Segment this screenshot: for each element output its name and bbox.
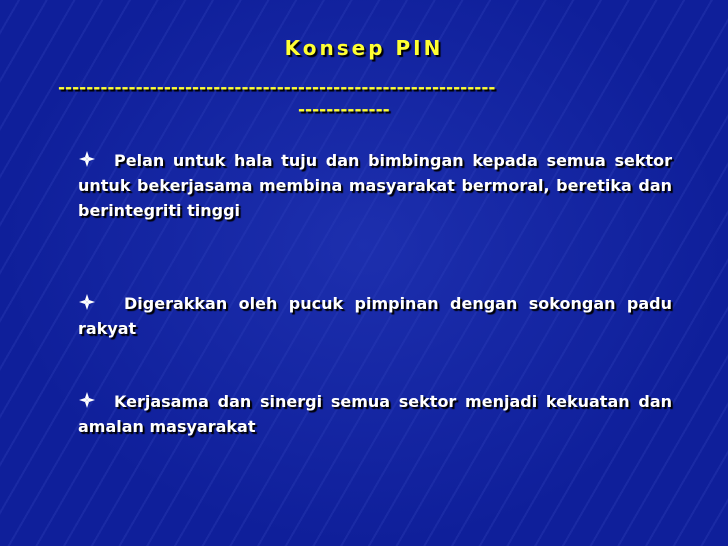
title-divider-line-continued: ------------- <box>298 100 390 120</box>
diamond-bullet-icon <box>78 293 96 311</box>
title-divider-line: -------------------------------------------------------------- <box>58 78 496 98</box>
bullet-item-text: Pelan untuk hala tuju dan bimbingan kepada semua sektor untuk bekerjasama membina masyarakat bermoral, beretika dan berintegriti tinggi <box>78 151 672 220</box>
bullet-item <box>78 291 672 341</box>
bullet-item-text: Kerjasama dan sinergi semua sektor menjadi kekuatan dan amalan masyarakat <box>78 392 672 436</box>
bullet-item <box>78 148 672 223</box>
diamond-bullet-icon <box>78 391 96 409</box>
bullet-item-text: Digerakkan oleh pucuk pimpinan dengan sokongan padu rakyat <box>78 294 672 338</box>
slide-title: Konsep PIN <box>284 36 444 60</box>
diamond-bullet-icon <box>78 150 96 168</box>
bullet-item <box>78 389 672 439</box>
